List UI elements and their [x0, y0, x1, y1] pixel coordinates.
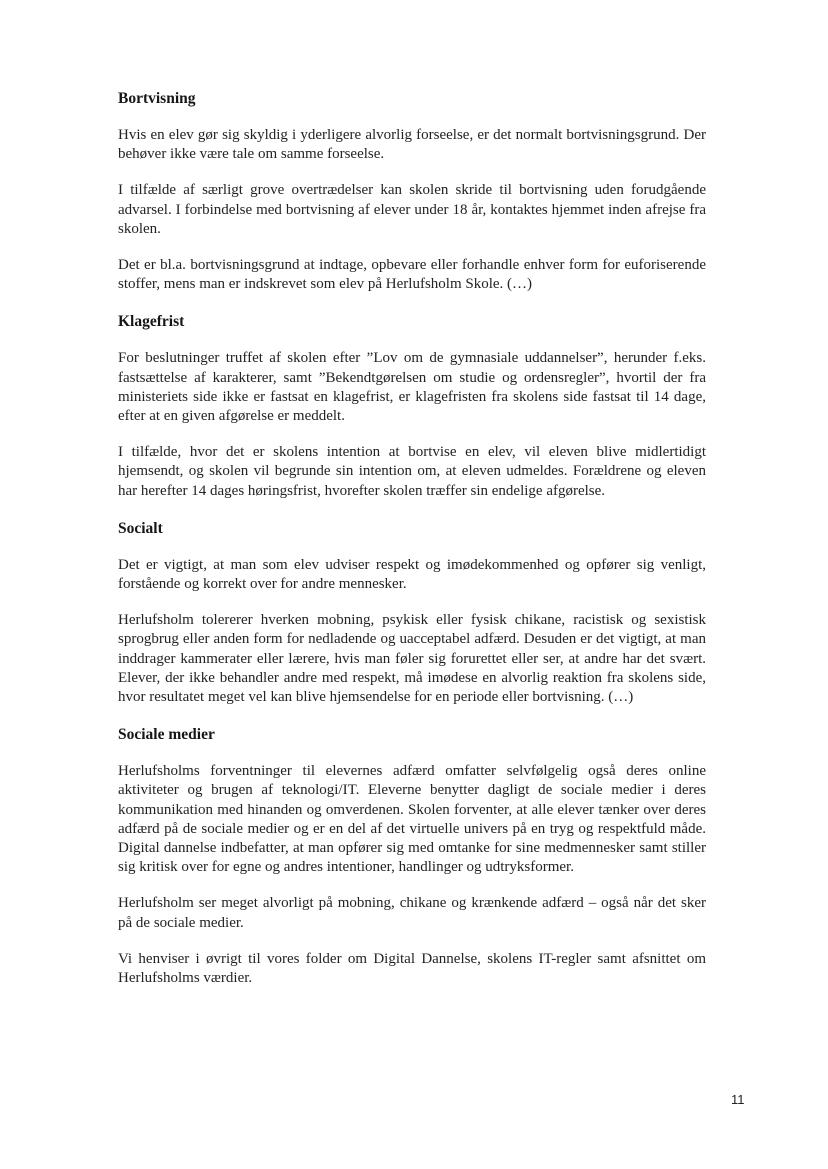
- section-heading: Socialt: [118, 519, 163, 537]
- paragraph: For beslutninger truffet af skolen efter ”Lov om de gymnasiale uddannelser”, herunder f.eks. fastsættelse af karakterer, samt ”Bekendtgørelsen om studie og ordensregler”, hvortil der fra ministeriets side ikke er fastsat en klagefrist, er klagefristen fra skolens side fastsat til 14 dage, efter at en given afgørelse er meddelt.: [118, 350, 706, 425]
- section-klagefrist: [118, 311, 706, 500]
- paragraph: Vi henviser i øvrigt til vores folder om Digital Dannelse, skolens IT-regler samt afsnittet om Herlufsholms værdier.: [118, 950, 706, 987]
- section-heading: Bortvisning: [118, 90, 196, 107]
- paragraph: Det er vigtigt, at man som elev udviser respekt og imødekommenhed og opfører sig venligt, forstående og korrekt over for andre mennesker.: [118, 556, 706, 593]
- paragraph: I tilfælde, hvor det er skolens intention at bortvise en elev, vil eleven blive midlertidigt hjemsendt, og skolen vil begrunde sin intention om, at eleven udmeldes. Forældrene og eleven har herefter 14 dages høringsfrist, hvorefter skolen træffer sin endelige afgørelse.: [118, 444, 706, 499]
- paragraph: I tilfælde af særligt grove overtrædelser kan skolen skride til bortvisning uden forudgående advarsel. I forbindelse med bortvisning af elever under 18 år, kontaktes hjemmet inden afrejse fra skolen.: [118, 182, 706, 237]
- page-number: 11: [731, 1092, 745, 1107]
- section-bortvisning: [118, 88, 706, 294]
- paragraph: Herlufsholms forventninger til elevernes adfærd omfatter selvfølgelig også deres online aktiviteter og brugen af teknologi/IT. Eleverne benytter dagligt de sociale medier i deres kommunikation med hinanden og omverdenen. Skolen forventer, at alle elever tænker over deres adfærd på de sociale medier og er en del af det virtuelle univers på en tryg og respektfuld måde. Digital dannelse indbefatter, at man opfører sig med omtanke for sine medmennesker samt stiller sig kritisk over for egne og andres intentioner, handlinger og udtryksformer.: [118, 763, 706, 876]
- paragraph: Det er bl.a. bortvisningsgrund at indtage, opbevare eller forhandle enhver form for euforiserende stoffer, mens man er indskrevet som elev på Herlufsholm Skole. (…): [118, 257, 706, 293]
- section-heading: Klagefrist: [118, 313, 185, 331]
- section-sociale-medier: [118, 724, 706, 988]
- paragraph: Herlufsholm ser meget alvorligt på mobning, chikane og krænkende adfærd – også når det sker på de sociale medier.: [118, 895, 706, 931]
- paragraph: Hvis en elev gør sig skyldig i yderligere alvorlig forseelse, er det normalt bortvisningsgrund. Der behøver ikke være tale om samme forseelse.: [118, 127, 706, 163]
- section-socialt: [118, 518, 706, 707]
- section-heading: Sociale medier: [118, 726, 215, 744]
- paragraph: Herlufsholm tolererer hverken mobning, psykisk eller fysisk chikane, racistisk og sexistisk sprogbrug eller anden form for nedladende og uacceptabel adfærd. Desuden er det vigtigt, at man inddrager kammerater eller lærere, hvis man føler sig forurettet eller ser, at andre har det svært. Elever, der ikke behandler andre med respekt, må imødese en alvorlig reaktion fra skolens side, hvor resultatet meget vel kan blive hjemsendelse for en periode eller bortvisning. (…): [118, 612, 706, 706]
- document-page: [118, 88, 706, 1005]
